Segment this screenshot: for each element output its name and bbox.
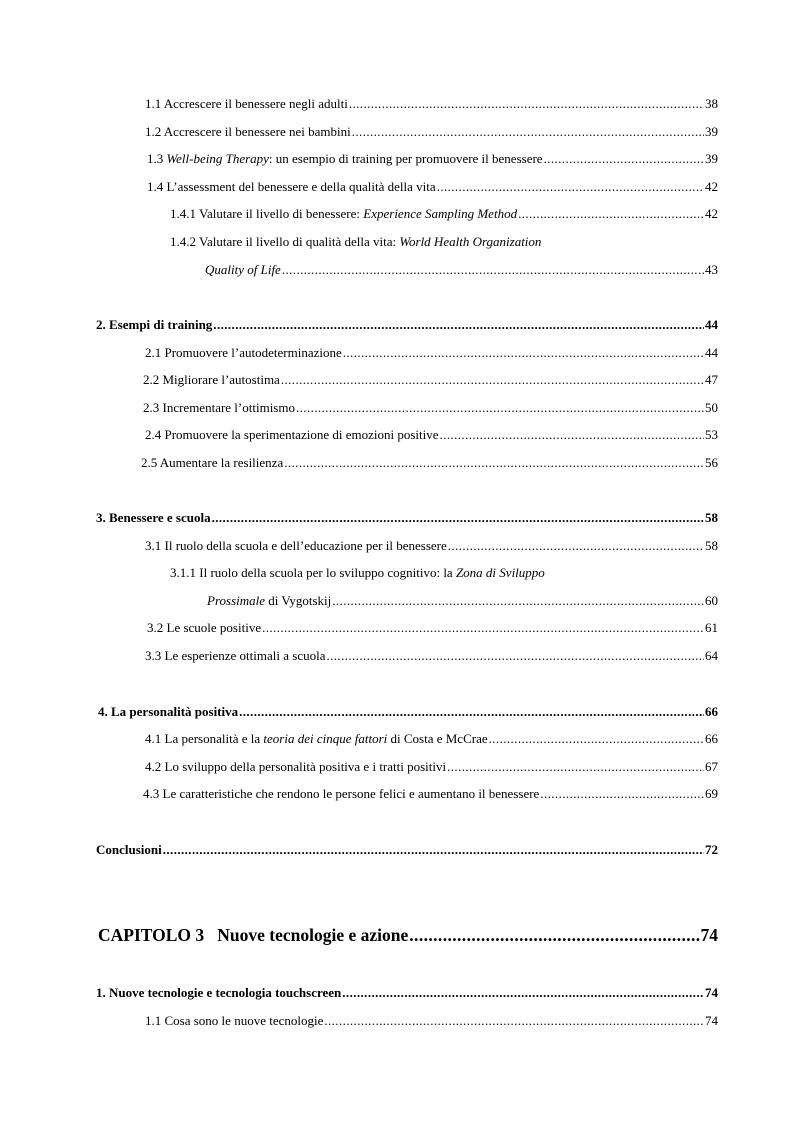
toc-page-number: 56	[705, 455, 718, 470]
toc-page-number: 47	[705, 372, 718, 387]
toc-entry-first-line	[170, 234, 541, 250]
dot-leader	[342, 985, 704, 1001]
toc-page-number: 44	[705, 317, 718, 332]
toc-entry-title	[143, 786, 539, 802]
toc-entry	[207, 593, 718, 609]
toc-entry-title	[147, 620, 261, 636]
dot-leader	[448, 538, 704, 554]
toc-entry-title	[145, 1013, 323, 1029]
toc-page-number: 74	[705, 1013, 718, 1028]
toc-entry-title-text: 1. Nuove tecnologie e tecnologia touchscreen	[96, 985, 342, 1000]
toc-entry-title-italic: Quality of Life	[205, 262, 281, 277]
toc-section	[96, 985, 718, 1001]
toc-section	[96, 317, 718, 333]
toc-entry-title	[170, 234, 541, 249]
toc-entry-title	[170, 565, 545, 580]
toc-entry-title	[170, 206, 517, 222]
toc-entry	[145, 345, 718, 361]
dot-leader	[282, 262, 704, 278]
toc-entry-title-text: 1.1 Cosa sono le nuove tecnologie	[145, 1013, 324, 1028]
toc-entry	[143, 786, 718, 802]
toc-entry-title-text: 1.4.1 Valutare il livello di benessere:	[170, 206, 364, 221]
toc-entry-title-text: 2.1 Promuovere l’autodeterminazione	[145, 345, 342, 360]
toc-entry	[145, 427, 718, 443]
toc-entry-title-text: di Vygotskij	[265, 593, 332, 608]
toc-entry-title-italic: Zona di Sviluppo	[455, 565, 545, 580]
toc-entry-title	[207, 593, 331, 609]
toc-page-number: 58	[705, 510, 718, 525]
toc-entry	[145, 731, 718, 747]
toc-entry-title-text: 1.2 Accrescere il benessere nei bambini	[145, 124, 351, 139]
toc-entry	[145, 648, 718, 664]
dot-leader	[349, 96, 704, 112]
dot-leader	[409, 925, 699, 945]
toc-entry-title-italic: World Health Organization	[399, 234, 542, 249]
toc-entry-title-text: 2. Esempi di training	[96, 317, 213, 332]
dot-leader	[489, 731, 704, 747]
toc-entry-title-text: 2.4 Promuovere la sperimentazione di emozioni positive	[145, 427, 439, 442]
toc-entry-title-text: 3.1 Il ruolo della scuola e dell’educazione per il benessere	[145, 538, 447, 553]
dot-leader	[440, 427, 704, 443]
toc-page-number: 64	[705, 648, 718, 663]
toc-entry-title	[145, 96, 348, 112]
dot-leader	[437, 179, 704, 195]
toc-entry-title	[98, 704, 238, 720]
toc-page-number: 38	[705, 96, 718, 111]
toc-page-number: 66	[705, 704, 718, 719]
toc-entry-title-italic: Well-being Therapy	[166, 151, 269, 166]
dot-leader	[326, 648, 704, 664]
toc-entry-title	[145, 731, 488, 747]
toc-entry-title-text: di Costa e McCrae	[387, 731, 488, 746]
toc-page-number: 61	[705, 620, 718, 635]
toc-entry-title-text: 4.3 Le caratteristiche che rendono le persone felici e aumentano il benessere	[143, 786, 540, 801]
dot-leader	[296, 400, 704, 416]
toc-entry-title-italic: teoria dei cinque fattori	[263, 731, 388, 746]
toc-chapter	[98, 925, 718, 945]
dot-leader	[239, 704, 704, 720]
toc-entry-title	[147, 179, 436, 195]
toc-entry-title	[145, 345, 342, 361]
toc-entry-title-text: 3. Benessere e scuola	[96, 510, 211, 525]
toc-entry-title-text: 1.4.2 Valutare il livello di qualità della vita:	[170, 234, 400, 249]
toc-entry-title-text: 2.5 Aumentare la resilienza	[141, 455, 284, 470]
dot-leader	[343, 345, 704, 361]
toc-entry-title-text: 2.3 Incrementare l’ottimismo	[143, 400, 295, 415]
toc-page-number: 74	[700, 925, 718, 945]
toc-entry-title-text: 4. La personalità positiva	[98, 704, 239, 719]
toc-entry-title	[145, 124, 351, 140]
toc-page-number: 39	[705, 124, 718, 139]
toc-entry-title	[96, 317, 212, 333]
dot-leader	[544, 151, 704, 167]
toc-entry	[145, 124, 718, 140]
toc-page-number: 74	[705, 985, 718, 1000]
toc-page-number: 44	[705, 345, 718, 360]
dot-leader	[212, 510, 704, 526]
dot-leader	[284, 455, 704, 471]
toc-section	[98, 704, 718, 720]
toc-page-number: 53	[705, 427, 718, 442]
toc-entry	[147, 151, 718, 167]
toc-entry-title-text: 3.2 Le scuole positive	[147, 620, 262, 635]
dot-leader	[518, 206, 704, 222]
dot-leader	[324, 1013, 704, 1029]
toc-entry	[170, 206, 718, 222]
toc-entry	[205, 262, 718, 278]
toc-page-number: 58	[705, 538, 718, 553]
dot-leader	[352, 124, 704, 140]
toc-page-number: 60	[705, 593, 718, 608]
toc-entry-title	[205, 262, 281, 278]
toc-entry-title	[143, 400, 295, 416]
toc-entry-title-text: 1.1 Accrescere il benessere negli adulti	[145, 96, 348, 111]
toc-entry	[145, 538, 718, 554]
toc-entry-title-text: 3.1.1 Il ruolo della scuola per lo sviluppo cognitivo: la	[170, 565, 456, 580]
toc-page-number: 67	[705, 759, 718, 774]
dot-leader	[281, 372, 704, 388]
toc-entry-title	[143, 372, 280, 388]
toc-entry	[143, 372, 718, 388]
toc-entry	[147, 179, 718, 195]
toc-entry-title-text: 1.4 L’assessment del benessere e della qualità della vita	[147, 179, 436, 194]
toc-entry	[141, 455, 718, 471]
toc-entry	[145, 1013, 718, 1029]
dot-leader	[540, 786, 704, 802]
toc-entry-title-text: 2.2 Migliorare l’autostima	[143, 372, 280, 387]
toc-entry-title-italic: Prossimale	[207, 593, 266, 608]
toc-entry-title	[141, 455, 283, 471]
toc-entry	[145, 759, 718, 775]
toc-entry-title	[145, 759, 446, 775]
toc-entry-title-text: CAPITOLO 3 Nuove tecnologie e azione	[98, 925, 409, 945]
toc-page-number: 39	[705, 151, 718, 166]
toc-entry-title-italic: Experience Sampling Method	[363, 206, 518, 221]
toc-entry-title	[96, 842, 162, 858]
toc-entry-title	[147, 151, 543, 167]
dot-leader	[447, 759, 704, 775]
toc-page-number: 72	[705, 842, 718, 857]
toc-entry-title-text: 4.2 Lo sviluppo della personalità positiva e i tratti positivi	[145, 759, 447, 774]
toc-page-number: 42	[705, 206, 718, 221]
dot-leader	[213, 317, 704, 333]
toc-entry-title	[145, 427, 439, 443]
toc-entry-title	[145, 538, 447, 554]
toc-entry-title	[96, 510, 211, 526]
toc-page-number: 50	[705, 400, 718, 415]
toc-entry-title-text: : un esempio di training per promuovere il benessere	[268, 151, 543, 166]
toc-entry	[143, 400, 718, 416]
toc-entry-title-text: 4.1 La personalità e la	[145, 731, 264, 746]
toc-page-number: 43	[705, 262, 718, 277]
toc-entry-title-text: 1.3	[147, 151, 167, 166]
dot-leader	[262, 620, 704, 636]
toc-entry	[145, 96, 718, 112]
toc-entry-title-text: 3.3 Le esperienze ottimali a scuola	[145, 648, 326, 663]
toc-page-number: 69	[705, 786, 718, 801]
toc-entry-title-text: Conclusioni	[96, 842, 162, 857]
toc-page-number: 42	[705, 179, 718, 194]
toc-entry-first-line	[170, 565, 545, 581]
dot-leader	[332, 593, 704, 609]
dot-leader	[163, 842, 704, 858]
toc-section	[96, 510, 718, 526]
toc-section	[96, 842, 718, 858]
toc-page-number: 66	[705, 731, 718, 746]
toc-entry	[147, 620, 718, 636]
toc-entry-title	[98, 925, 408, 945]
toc-entry-title	[96, 985, 341, 1001]
toc-entry-title	[145, 648, 325, 664]
